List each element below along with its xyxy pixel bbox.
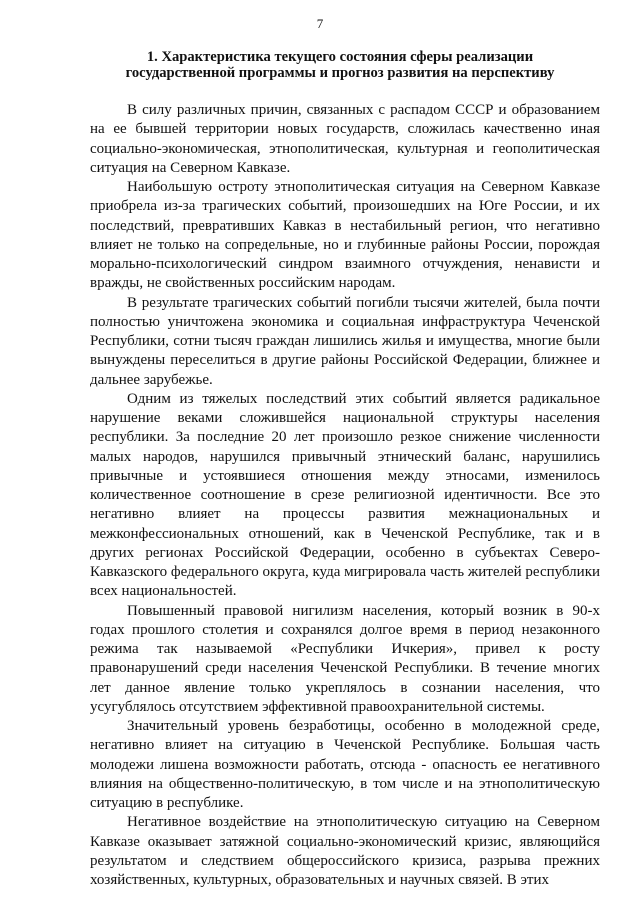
paragraph-5: Повышенный правовой нигилизм населения, который возник в 90-х годах прошлого столетия и сохранялся долгое время в период незаконного режима так называемой «Республики Ичкерия», привел к росту правонарушений среди населения Чеченской Республики. В течение многих лет данное явление только укреплялось в сознании населения, что усугублялось отсутствием эффективной правоохранительной системы. — [90, 602, 600, 715]
section-heading-line-2: государственной программы и прогноз развития на перспективу — [125, 65, 555, 81]
section-heading — [90, 49, 590, 81]
page-number: 7 — [316, 16, 324, 31]
paragraph-1: В силу различных причин, связанных с распадом СССР и образованием на ее бывшей территории новых государств, сложилась качественно иная социально-экономическая, этнополитическая, культурная и геополитическая ситуация на Северном Кавказе. — [90, 102, 600, 176]
section-heading-line-1: 1. Характеристика текущего состояния сферы реализации — [146, 49, 534, 65]
body-text — [90, 101, 600, 890]
paragraph-2: Наибольшую остроту этнополитическая ситуация на Северном Кавказе приобрела из-за трагических событий, произошедших на Юге России, и их последствий, превративших Кавказ в нестабильный регион, что негативно влияет не только на сопредельные, но и глубинные районы России, порождая морально-психологический синдром взаимного отчуждения, ненависти и вражды, не свойственных российским народам. — [90, 179, 600, 292]
paragraph-4: Одним из тяжелых последствий этих событий является радикальное нарушение веками сложившейся национальной структуры населения республики. За последние 20 лет произошло резкое снижение численности малых народов, нарушился привычный этнический баланс, нарушились привычные и устоявшиеся отношения между этносами, изменилось количественное соотношение в срезе религиозной идентичности. Все это негативно влияет на процессы развития межнациональных и межконфессиональных отношений, как в Чеченской Республике, так и в других регионах Российской Федерации, особенно в субъектах Северо-Кавказского федерального округа, куда мигрировала часть жителей республики всех национальностей. — [90, 390, 601, 600]
paragraph-6: Значительный уровень безработицы, особенно в молодежной среде, негативно влияет на ситуацию в Чеченской Республике. Большая часть молодежи лишена возможности работать, отсюда - опасность ее негативного влияния на общественно-политическую, в том числе и на этнополитическую ситуацию в республике. — [90, 718, 600, 811]
paragraph-3: В результате трагических событий погибли тысячи жителей, была почти полностью уничтожена экономика и социальная инфраструктура Чеченской Республики, сотни тысяч граждан лишились жилья и имущества, многие были вынуждены переселиться в другие районы Российской Федерации, ближнее и дальнее зарубежье. — [90, 294, 600, 388]
paragraph-7: Негативное воздействие на этнополитическую ситуацию на Северном Кавказе оказывает затяжной социально-экономический кризис, являющийся результатом и следствием общероссийского кризиса, разрыва прежних хозяйственных, культурных, образовательных и научных связей. В этих — [90, 814, 600, 888]
